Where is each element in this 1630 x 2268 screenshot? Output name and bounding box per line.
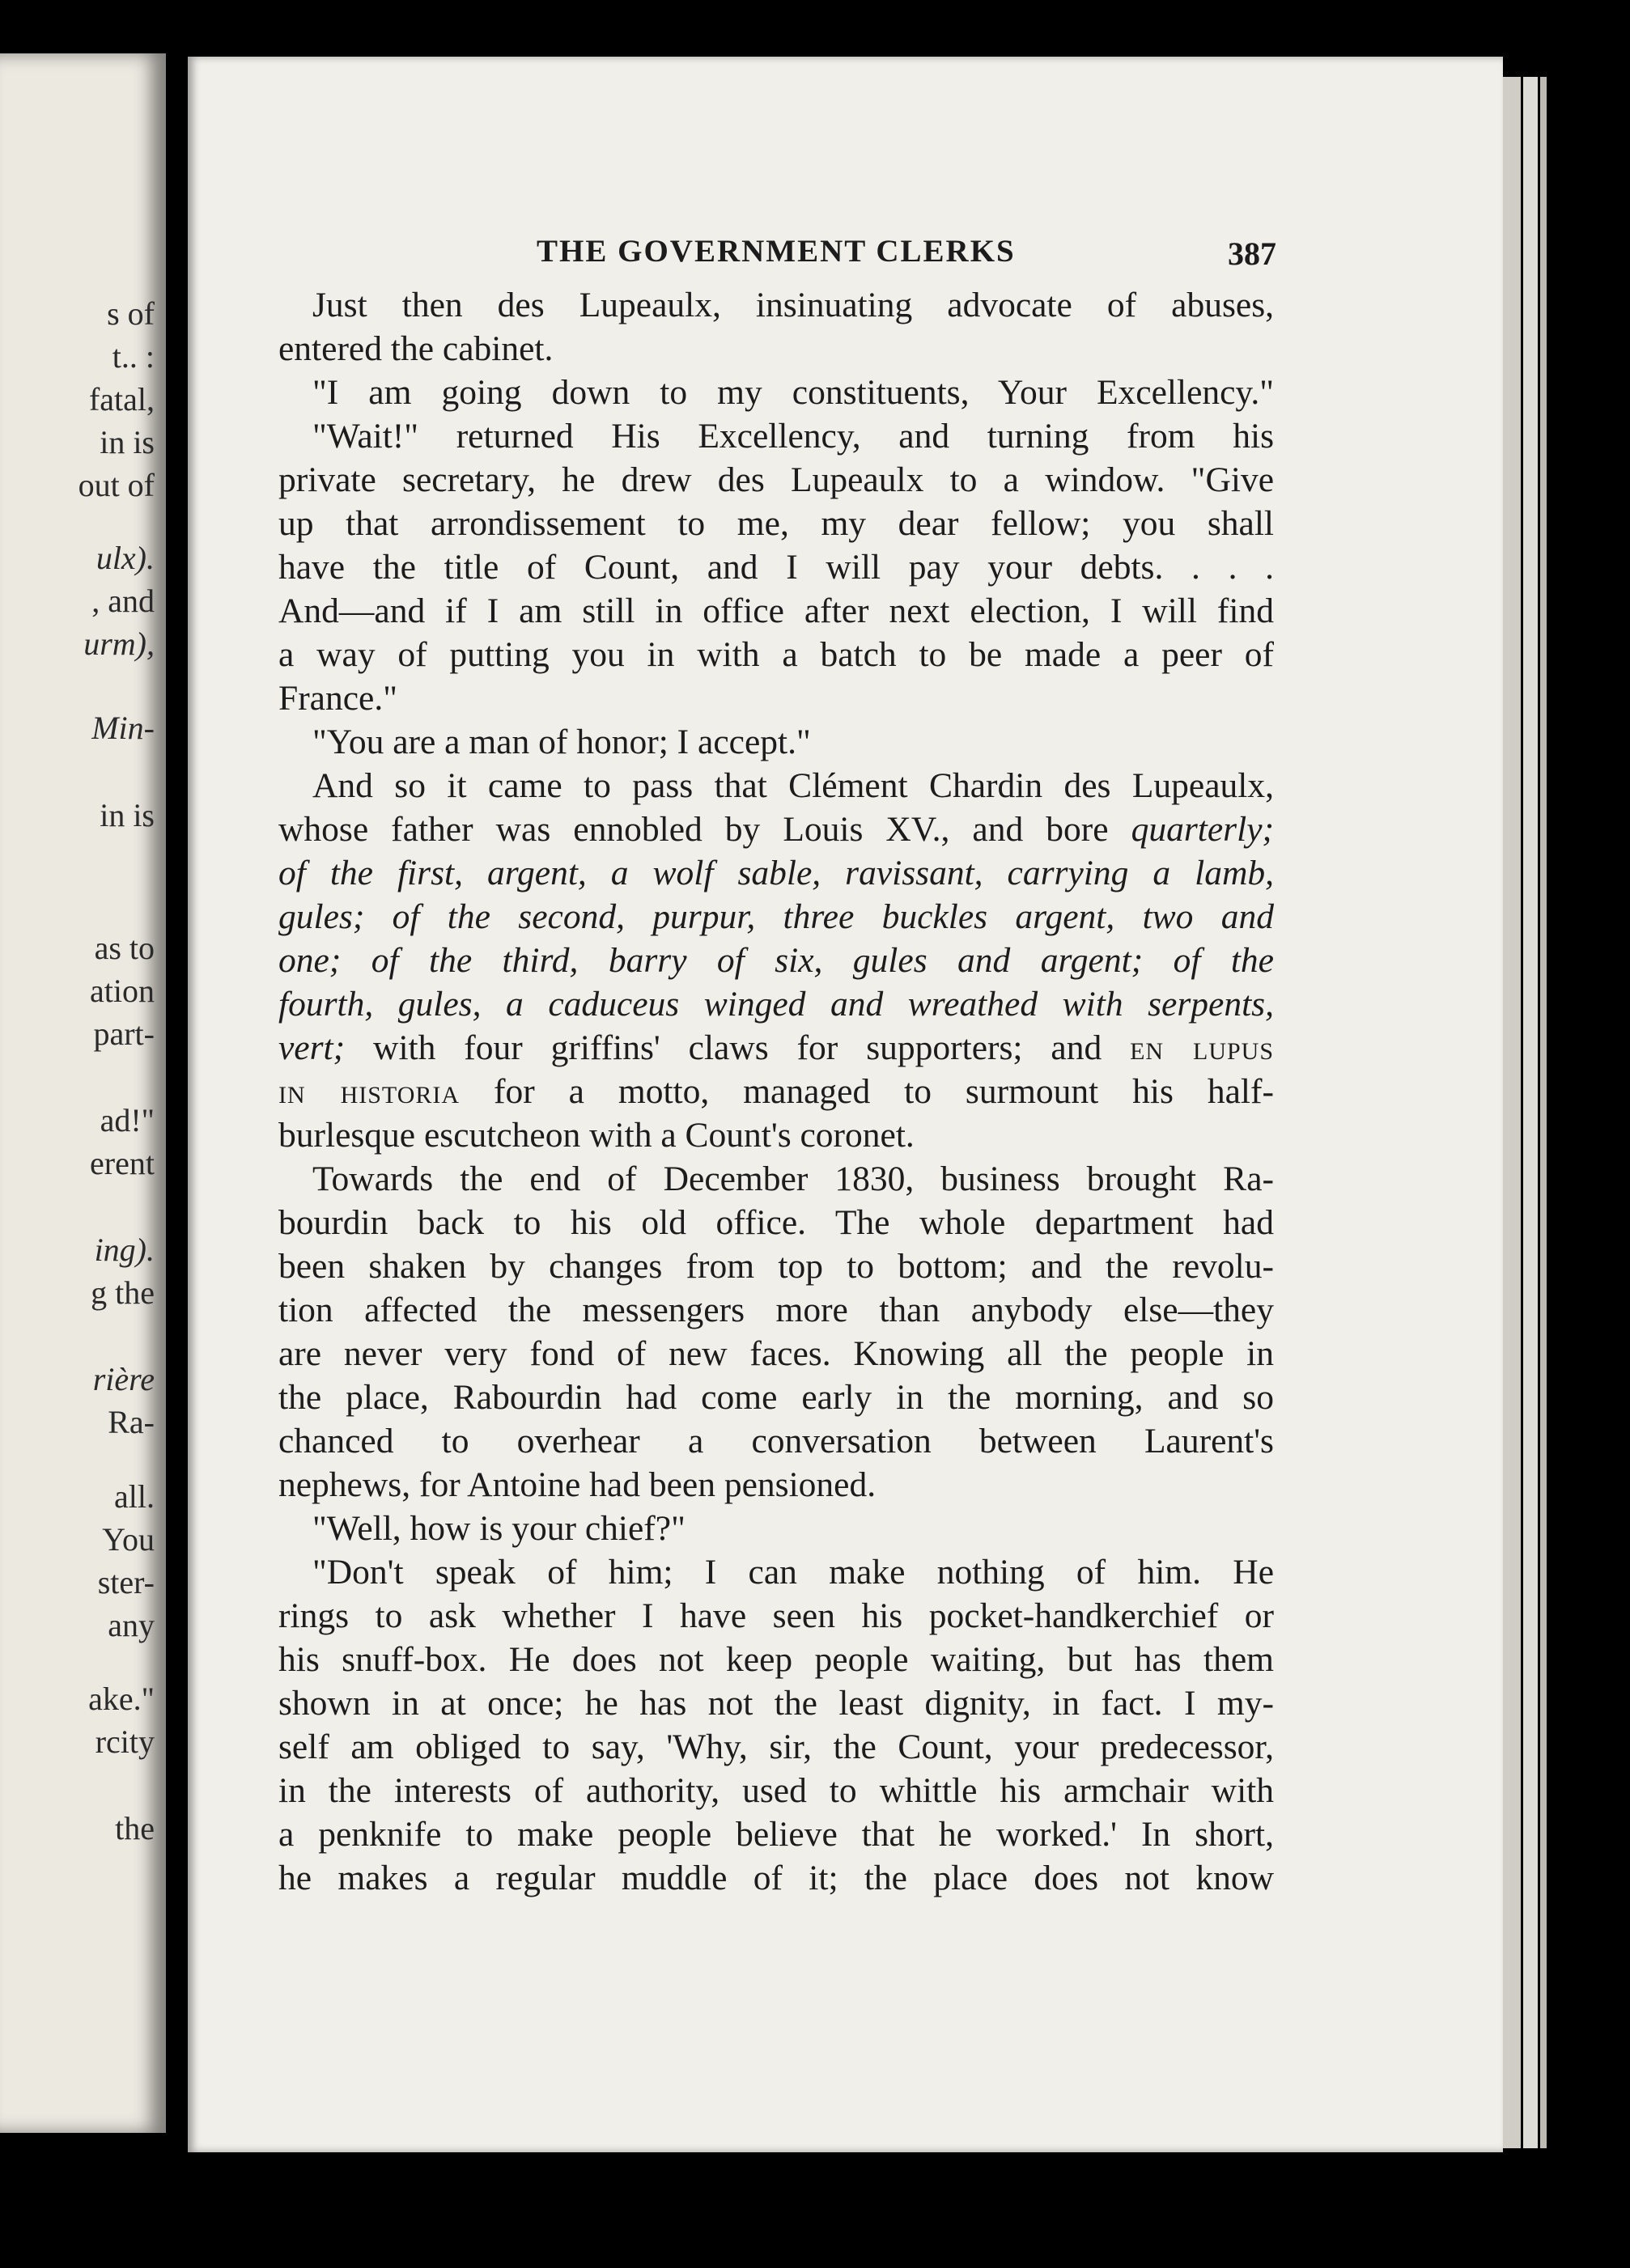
italic-span: one; of the third, barry of six, gules and argent; of the xyxy=(278,941,1274,980)
text-line xyxy=(278,1070,1274,1113)
facing-page-text: all. xyxy=(114,1478,155,1515)
facing-page-text: any xyxy=(108,1607,155,1643)
text-line: Towards the end of December 1830, business brought Ra- xyxy=(312,1159,1274,1198)
facing-page xyxy=(0,53,166,2133)
facing-page-text: as to xyxy=(94,930,155,966)
text-span: with four griffins' claws for supporters; and xyxy=(373,1028,1102,1067)
facing-page-text: ation xyxy=(90,973,155,1009)
facing-page-text: t.. : xyxy=(112,338,155,375)
italic-span: vert; xyxy=(278,1028,346,1067)
facing-page-text: erent xyxy=(90,1145,155,1181)
text-line xyxy=(278,895,1274,939)
text-line xyxy=(278,982,1274,1026)
body-text xyxy=(278,283,1274,1900)
text-line: his snuff-box. He does not keep people waiting, but has them xyxy=(278,1640,1274,1679)
text-line: "Don't speak of him; I can make nothing of him. He xyxy=(312,1553,1274,1592)
text-line: self am obliged to say, 'Why, sir, the Count, your predecessor, xyxy=(278,1727,1274,1766)
text-line: entered the cabinet. xyxy=(278,329,554,368)
page-edge xyxy=(1523,77,1538,2148)
text-line xyxy=(278,939,1274,982)
facing-page-text: the xyxy=(115,1810,155,1846)
text-line: Just then des Lupeaulx, insinuating advocate of abuses, xyxy=(312,286,1274,324)
text-line: private secretary, he drew des Lupeaulx to a window. "Give xyxy=(278,460,1274,499)
facing-page-text: part- xyxy=(93,1015,155,1052)
facing-page-text: You xyxy=(102,1521,155,1558)
text-line: a way of putting you in with a batch to be made a peer of xyxy=(278,635,1274,674)
facing-page-text: Min- xyxy=(91,710,155,746)
text-line: have the title of Count, and I will pay your debts. . . . xyxy=(278,548,1274,587)
text-line: "Wait!" returned His Excellency, and turning from his xyxy=(312,417,1274,456)
text-line: the place, Rabourdin had come early in the morning, and so xyxy=(278,1378,1274,1417)
text-line: up that arrondissement to me, my dear fellow; you shall xyxy=(278,504,1274,543)
facing-page-text: s of xyxy=(107,295,155,332)
text-line: "You are a man of honor; I accept." xyxy=(312,723,811,761)
text-span: for a motto, managed to surmount his half- xyxy=(493,1072,1274,1111)
text-line: a penknife to make people believe that he worked.' In short, xyxy=(278,1815,1274,1854)
motto-span: en lupus xyxy=(1130,1028,1275,1067)
facing-page-text: in is xyxy=(100,797,155,833)
page-edge xyxy=(1503,77,1521,2148)
facing-page-text: ulx). xyxy=(96,540,155,576)
facing-page-text: rière xyxy=(92,1361,155,1397)
facing-page-text: Ra- xyxy=(108,1404,155,1440)
text-line xyxy=(278,808,1274,851)
facing-page-text: urm), xyxy=(83,625,155,662)
text-line: are never very fond of new faces. Knowing all the people in xyxy=(278,1334,1274,1373)
text-line: And—and if I am still in office after next election, I will find xyxy=(278,591,1274,630)
italic-span: quarterly; xyxy=(1131,810,1274,849)
facing-page-text: out of xyxy=(78,467,155,503)
facing-page-text: rcity xyxy=(95,1723,155,1760)
text-line: been shaken by changes from top to bottom; and the revolu- xyxy=(278,1247,1274,1286)
text-line: "I am going down to my constituents, Your Excellency." xyxy=(312,373,1274,412)
text-line: burlesque escutcheon with a Count's coronet. xyxy=(278,1116,915,1155)
text-line: And so it came to pass that Clément Chardin des Lupeaulx, xyxy=(312,766,1274,805)
italic-span: fourth, gules, a caduceus winged and wreathed with serpents, xyxy=(278,985,1274,1024)
facing-page-text: in is xyxy=(100,424,155,460)
facing-page-text: g the xyxy=(91,1274,155,1311)
text-line: "Well, how is your chief?" xyxy=(312,1509,686,1548)
facing-page-text: ake." xyxy=(88,1681,155,1717)
text-span: whose father was ennobled by Louis XV., and bore xyxy=(278,810,1109,849)
italic-span: gules; of the second, purpur, three buckles argent, two and xyxy=(278,897,1274,936)
text-line: nephews, for Antoine had been pensioned. xyxy=(278,1465,877,1504)
text-line: rings to ask whether I have seen his pocket-handkerchief or xyxy=(278,1596,1274,1635)
text-line: he makes a regular muddle of it; the place does not know xyxy=(278,1859,1274,1897)
text-line: shown in at once; he has not the least dignity, in fact. I my- xyxy=(278,1684,1274,1723)
text-line: France." xyxy=(278,679,397,718)
text-line: bourdin back to his old office. The whole department had xyxy=(278,1203,1274,1242)
facing-page-text: , and xyxy=(91,583,155,619)
facing-page-text: ad!" xyxy=(100,1102,155,1138)
page-number: 387 xyxy=(1228,235,1276,272)
text-line xyxy=(278,1026,1274,1070)
italic-span: of the first, argent, a wolf sable, ravissant, carrying a lamb, xyxy=(278,854,1274,892)
motto-span: in historia xyxy=(278,1072,461,1111)
facing-page-text: fatal, xyxy=(88,381,155,418)
text-line xyxy=(278,851,1274,895)
page-edge xyxy=(1540,77,1547,2148)
text-line: tion affected the messengers more than anybody else—they xyxy=(278,1291,1274,1329)
running-head: THE GOVERNMENT CLERKS xyxy=(537,234,1016,269)
text-line: in the interests of authority, used to whittle his armchair with xyxy=(278,1771,1274,1810)
facing-page-text: ster- xyxy=(97,1564,155,1600)
text-line: chanced to overhear a conversation between Laurent's xyxy=(278,1422,1274,1460)
facing-page-text: ing). xyxy=(94,1232,155,1268)
